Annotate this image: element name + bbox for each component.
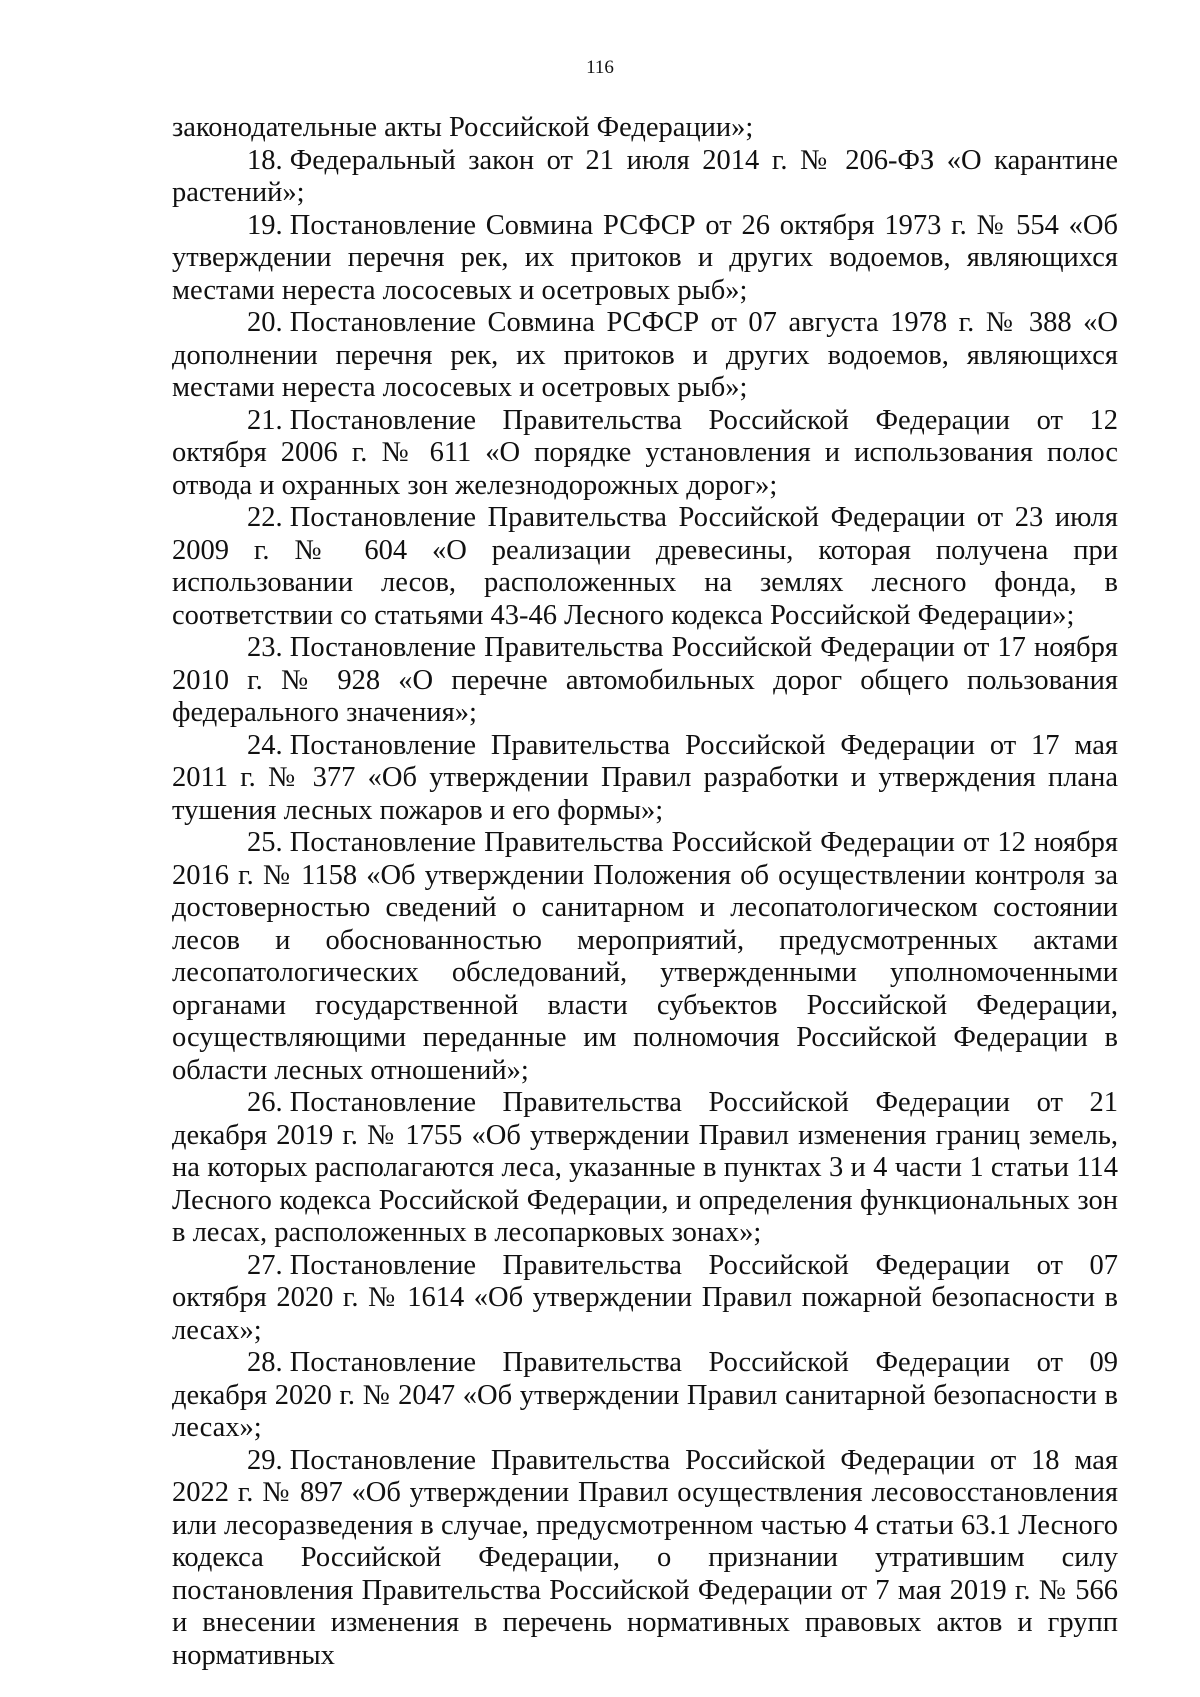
item-text: Постановление Правительства Российской Федерации от 18 мая 2022 г. № 897 «Об утверждении Правил осуществления лесовосстановления или лесоразведения в случае, предусмотренном частью 4 статьи 63.1 Лесного кодекса Российской Федерации, о признании утратившим силу постановления Правительства Российской Федерации от 7 мая 2019 г. № 566 и внесении изменения в перечень нормативных правовых актов и групп нормативных [172,1444,1118,1671]
item-number: 27. [247,1249,283,1281]
continuation-paragraph: законодательные акты Российской Федерации»; [172,112,754,143]
list-item [172,1445,1118,1673]
item-text: Постановление Правительства Российской Федерации от 17 мая 2011 г. № 377 «Об утверждении Правил разработки и утверждения плана тушения лесных пожаров и его формы»; [172,729,1118,826]
item-text: Постановление Правительства Российской Федерации от 07 октября 2020 г. № 1614 «Об утверждении Правил пожарной безопасности в лесах»; [172,1249,1118,1346]
item-text: Постановление Правительства Российской Федерации от 09 декабря 2020 г. № 2047 «Об утверждении Правил санитарной безопасности в лесах»; [172,1347,1118,1443]
item-number: 21. [247,404,283,436]
list-item [172,730,1118,828]
list-item [172,405,1118,503]
item-number: 22. [247,502,283,533]
list-item [172,502,1118,632]
list-item [172,145,1118,210]
list-item [172,210,1118,308]
item-number: 28. [247,1347,283,1378]
document-body [172,112,1118,1672]
item-text: Постановление Правительства Российской Федерации от 17 ноября 2010 г. № 928 «О перечне автомобильных дорог общего пользования федерального значения»; [172,632,1118,728]
list-item [172,632,1118,730]
item-text: Постановление Совмина РСФСР от 07 августа 1978 г. № 388 «О дополнении перечня рек, их притоков и других водоемов, являющихся местами нереста лососевых и осетровых рыб»; [172,307,1118,403]
item-number: 29. [247,1444,283,1476]
list-item [172,827,1118,1087]
list-item [172,1250,1118,1348]
item-number: 23. [247,632,283,663]
item-number: 25. [247,827,283,858]
item-text: Постановление Правительства Российской Федерации от 12 октября 2006 г. № 611 «О порядке установления и использования полос отвода и охранных зон железнодорожных дорог»; [172,404,1118,501]
page-number: 116 [586,57,614,78]
item-text: Постановление Правительства Российской Федерации от 23 июля 2009 г. № 604 «О реализации древесины, которая получена при использовании лесов, расположенных на землях лесного фонда, в соответствии со статьями 43-46 Лесного кодекса Российской Федерации»; [172,502,1118,631]
list-item [172,1087,1118,1250]
item-text: Постановление Правительства Российской Федерации от 21 декабря 2019 г. № 1755 «Об утверждении Правил изменения границ земель, на которых располагаются леса, указанные в пунктах 3 и 4 части 1 статьи 114 Лесного кодекса Российской Федерации, и определения функциональных зон в лесах, расположенных в лесопарковых зонах»; [172,1087,1118,1248]
list-item [172,1347,1118,1445]
item-number: 18. [247,144,283,176]
list-item [172,307,1118,405]
item-number: 26. [247,1087,283,1118]
item-number: 24. [247,729,283,761]
item-text: Постановление Правительства Российской Федерации от 12 ноября 2016 г. № 1158 «Об утверждении Положения об осуществлении контроля за достоверностью сведений о санитарном и лесопатологическом состоянии лесов и обоснованностью мероприятий, предусмотренных актами лесопатологических обследований, утвержденными уполномоченными органами государственной власти субъектов Российской Федерации, осуществляющими переданные им полномочия Российской Федерации в области лесных отношений»; [172,827,1118,1086]
item-text: Федеральный закон от 21 июля 2014 г. № 206-ФЗ «О карантине растений»; [172,144,1118,208]
item-number: 19. [247,209,283,241]
item-text: Постановление Совмина РСФСР от 26 октября 1973 г. № 554 «Об утверждении перечня рек, их притоков и других водоемов, являющихся местами нереста лососевых и осетровых рыб»; [172,209,1118,306]
item-number: 20. [247,307,283,338]
